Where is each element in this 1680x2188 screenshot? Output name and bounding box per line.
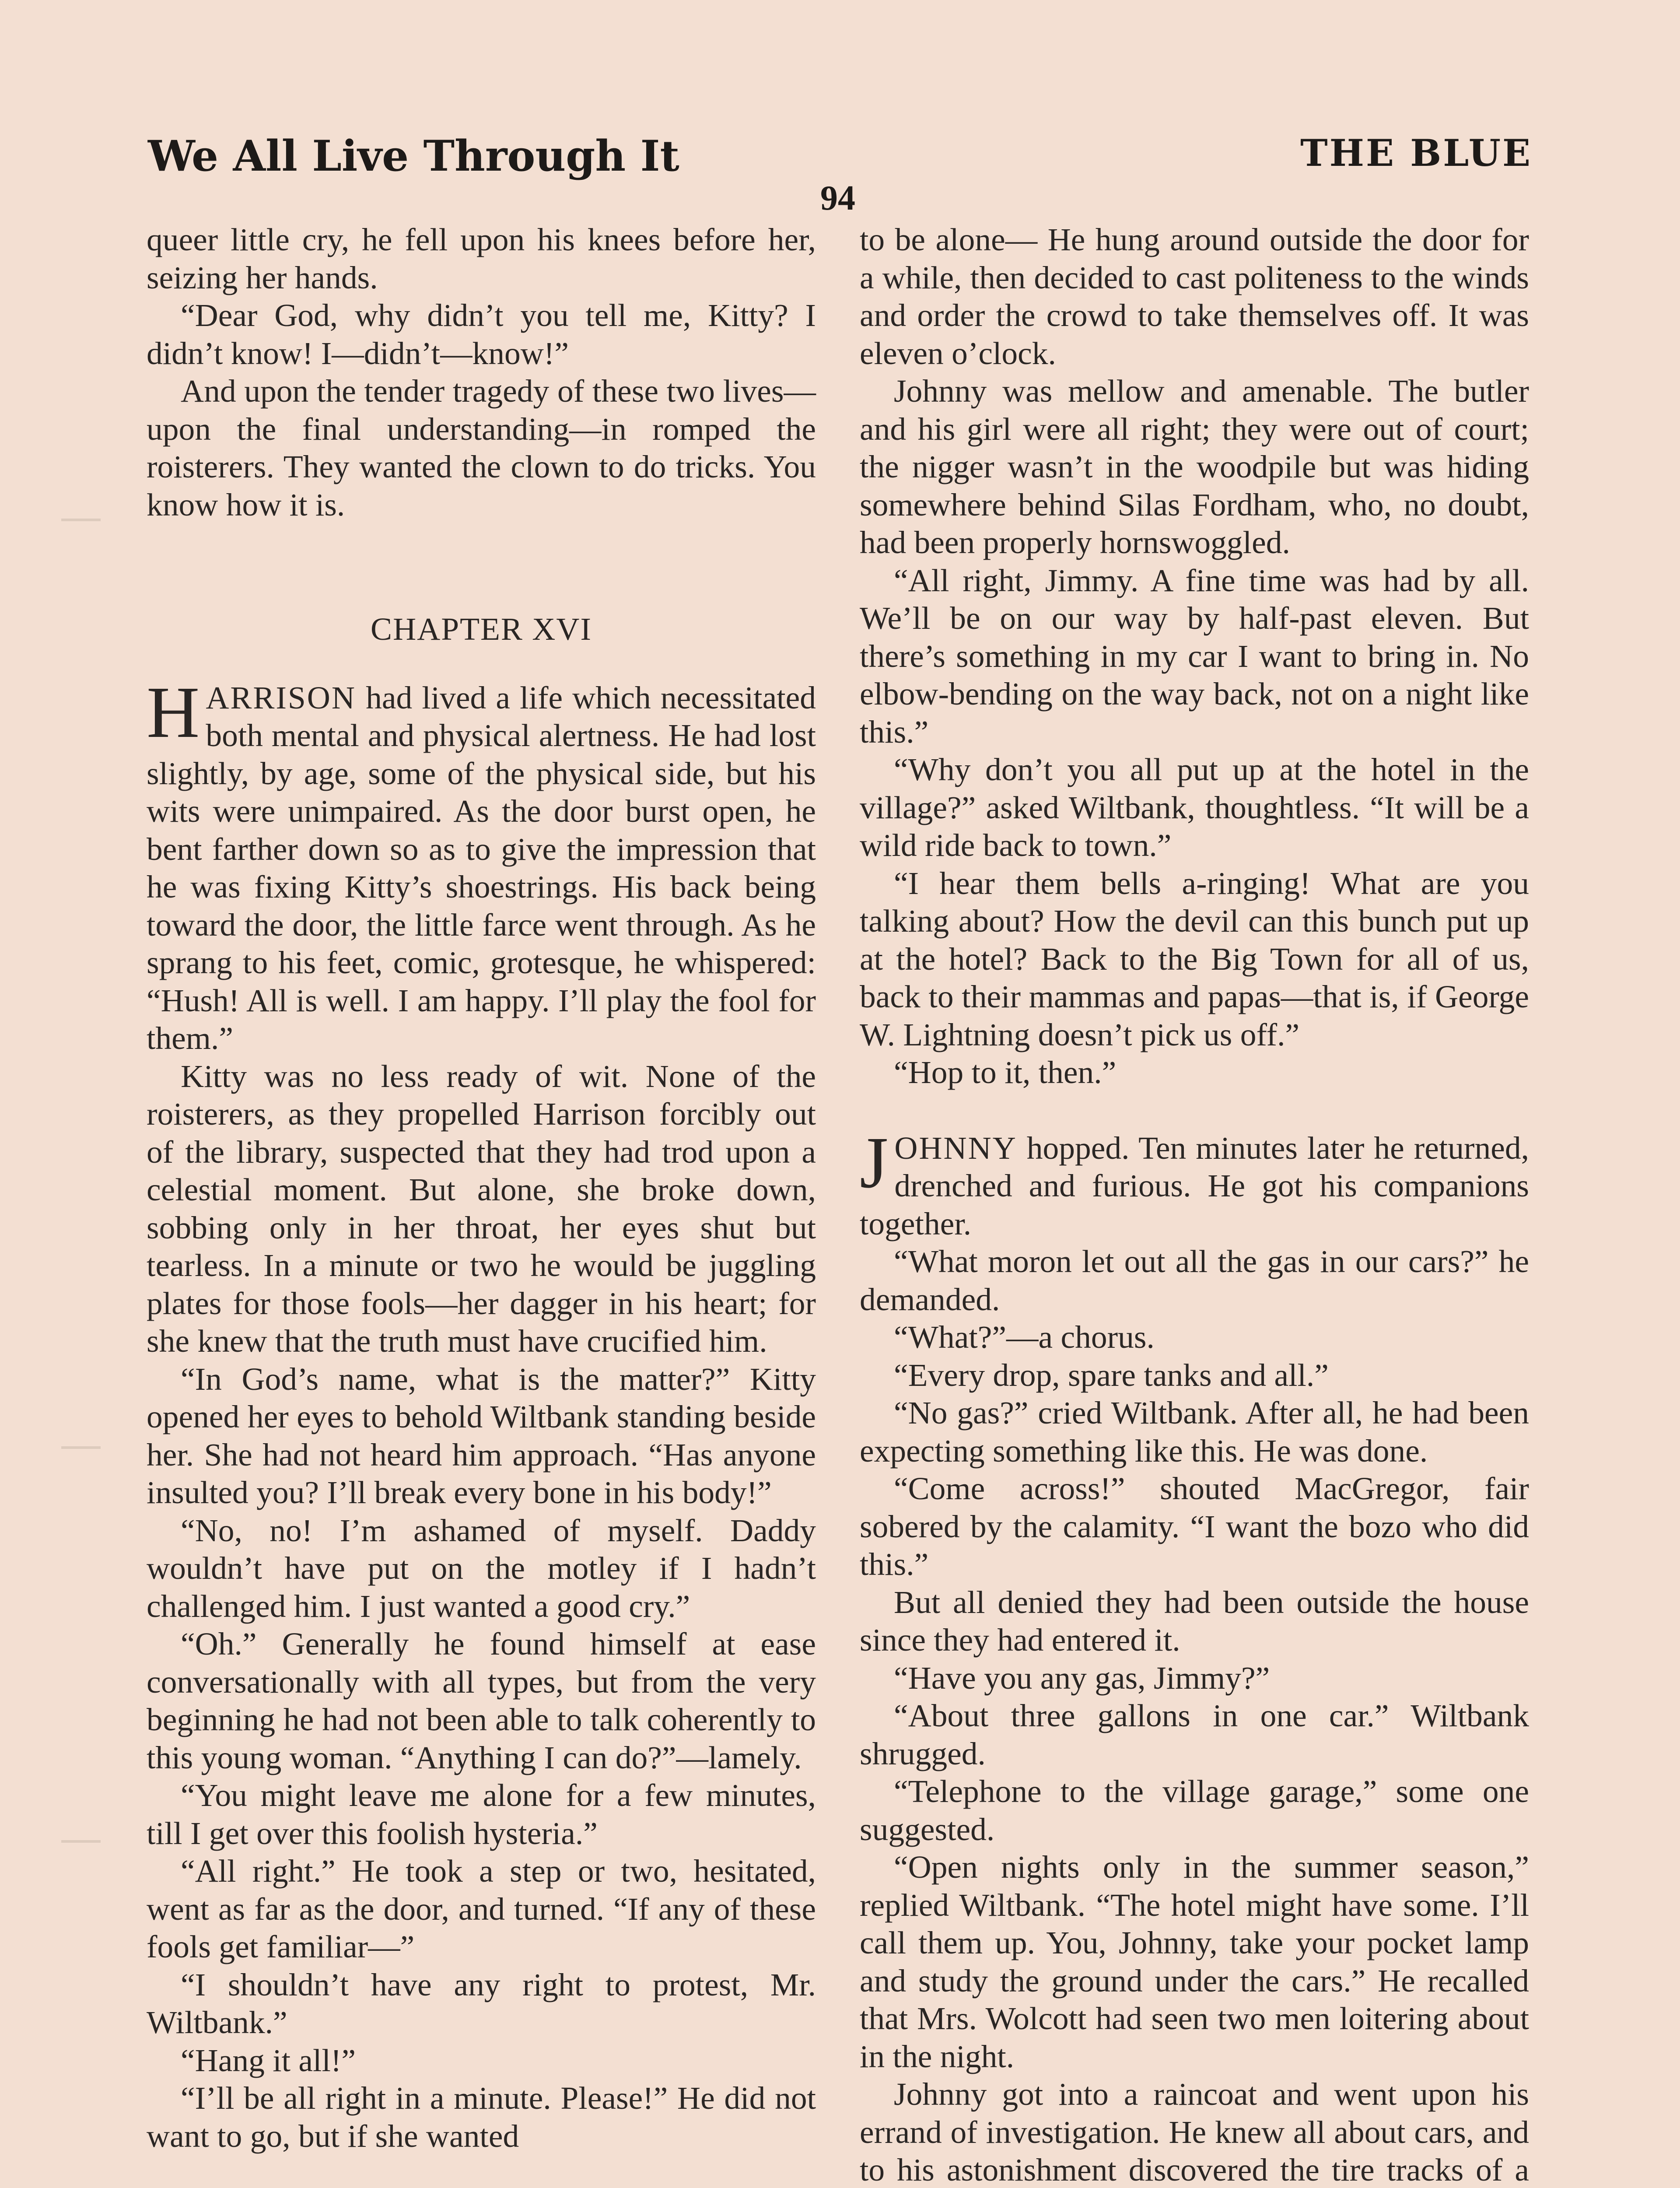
paragraph: “I hear them bells a-ringing! What are you talking about? How the devil can this bunch put up at the hotel? Back to the Big Town for all of us, back to their mammas and papas—that is, if George W. Lightning doesn’t pick us off.” xyxy=(860,865,1529,1052)
paragraph: “What?”—a chorus. xyxy=(894,1319,1155,1355)
paragraph: And upon the tender tragedy of these two lives—upon the final understanding—in romped the roisterers. They wanted the clown to do tricks. You know how it is. xyxy=(147,373,816,522)
paragraph: “All right, Jimmy. A fine time was had by all. We’ll be on our way by half-past eleven. But there’s something in my car I want to bring in. No elbow-bending on the way back, not on a night like this.” xyxy=(860,562,1529,750)
paragraph: “Open nights only in the summer season,” replied Wiltbank. “The hotel might have some. I’ll call them up. You, Johnny, take your pocket lamp and study the ground under the cars.” He recalled that Mrs. Wolcott had seen two men loitering about in the night. xyxy=(860,1849,1529,2074)
paragraph: “No gas?” cried Wiltbank. After all, he had been expecting something like this. He was done. xyxy=(860,1395,1529,1469)
chapter-heading: CHAPTER XVI xyxy=(371,611,592,647)
section-opening-paragraph xyxy=(860,1122,1529,1243)
small-caps-word: ARRISON xyxy=(206,680,356,715)
paragraph: “I’ll be all right in a minute. Please!” He did not want to go, but if she wanted xyxy=(147,2080,816,2154)
margin-mark xyxy=(61,1840,101,1843)
paragraph: “Dear God, why didn’t you tell me, Kitty? I didn’t know! I—didn’t—know!” xyxy=(147,298,816,371)
paragraph: “Hang it all!” xyxy=(181,2042,356,2078)
left-column xyxy=(147,221,816,2155)
paragraph: “Come across!” shouted MacGregor, fair sobered by the calamity. “I want the bozo who did this.” xyxy=(860,1471,1529,1582)
margin-mark xyxy=(61,1446,101,1449)
drop-cap: H xyxy=(147,671,200,753)
paragraph: “Have you any gas, Jimmy?” xyxy=(894,1660,1270,1696)
paragraph: “In God’s name, what is the matter?” Kitty opened her eyes to behold Wiltbank standing beside her. She had not heard him approach. “Has anyone insulted you? I’ll break every bone in his body!” xyxy=(147,1361,816,1510)
paragraph: But all denied they had been outside the house since they had entered it. xyxy=(860,1584,1529,1658)
paragraph: “What moron let out all the gas in our cars?” he demanded. xyxy=(860,1244,1529,1317)
paragraph-text: hopped. Ten minutes later he returned, drenched and furious. He got his companions together. xyxy=(860,1130,1529,1241)
paragraph: “Every drop, spare tanks and all.” xyxy=(894,1357,1329,1393)
magazine-name: THE BLUE xyxy=(1300,131,1532,175)
paragraph: Johnny was mellow and amenable. The butler and his girl were all right; they were out of court; the nigger wasn’t in the woodpile but was hiding somewhere behind Silas Fordham, who, no doubt, had been properly hornswoggled. xyxy=(860,373,1529,560)
page-number: 94 xyxy=(820,179,855,217)
margin-mark xyxy=(61,519,101,521)
chapter-opening-paragraph xyxy=(147,671,816,1058)
paragraph: to be alone— He hung around outside the door for a while, then decided to cast politeness to the winds and order the crowd to take themselves off. It was eleven o’clock. xyxy=(860,222,1529,371)
paragraph: Johnny got into a raincoat and went upon his errand of investigation. He knew all about cars, and to his astonishment discovered the tire tracks of a xyxy=(860,2076,1529,2188)
paragraph: “Telephone to the village garage,” some one suggested. xyxy=(860,1774,1529,1847)
small-caps-word: OHNNY xyxy=(894,1130,1017,1166)
paragraph-text: had lived a life which necessitated both mental and physical alertness. He had lost slightly, by age, some of the physical side, but his wits were unimpaired. As the door burst open, he bent farther down so as to give the impression that he was fixing Kitty’s shoestrings. His back being toward the door, the little farce went through. As he sprang to his feet, comic, grotesque, he whispered: “Hush! All is well. I am happy. I’ll play the fool for them.” xyxy=(147,680,816,1056)
paragraph: “About three gallons in one car.” Wiltbank shrugged. xyxy=(860,1698,1529,1771)
paragraph: “I shouldn’t have any right to protest, Mr. Wiltbank.” xyxy=(147,1967,816,2040)
paragraph: “Hop to it, then.” xyxy=(894,1055,1116,1090)
right-column xyxy=(860,221,1529,2188)
paragraph: queer little cry, he fell upon his knees before her, seizing her hands. xyxy=(147,222,816,295)
paragraph: Kitty was no less ready of wit. None of the roisterers, as they propelled Harrison forcibly out of the library, suspected that they had trod upon a celestial moment. But alone, she broke down, sobbing only in her throat, her eyes shut but tearless. In a minute or two he would be juggling plates for those fools—her dagger in his heart; for she knew that the truth must have crucified him. xyxy=(147,1058,816,1359)
paragraph: “You might leave me alone for a few minutes, till I get over this foolish hysteria.” xyxy=(147,1778,816,1851)
paragraph: “Oh.” Generally he found himself at ease conversationally with all types, but from the very beginning he had not been able to talk coherently to this young woman. “Anything I can do?”—lamely. xyxy=(147,1626,816,1775)
section-break xyxy=(860,1092,1529,1129)
paragraph: “All right.” He took a step or two, hesitated, went as far as the door, and turned. “If any of these fools get familiar—” xyxy=(147,1853,816,1964)
paragraph: “No, no! I’m ashamed of myself. Daddy wouldn’t have put on the motley if I hadn’t challenged him. I just wanted a good cry.” xyxy=(147,1512,816,1624)
drop-cap: J xyxy=(860,1122,889,1203)
running-title: We All Live Through It xyxy=(148,131,679,181)
paragraph: “Why don’t you all put up at the hotel in the village?” asked Wiltbank, thoughtless. “It will be a wild ride back to town.” xyxy=(860,752,1529,863)
